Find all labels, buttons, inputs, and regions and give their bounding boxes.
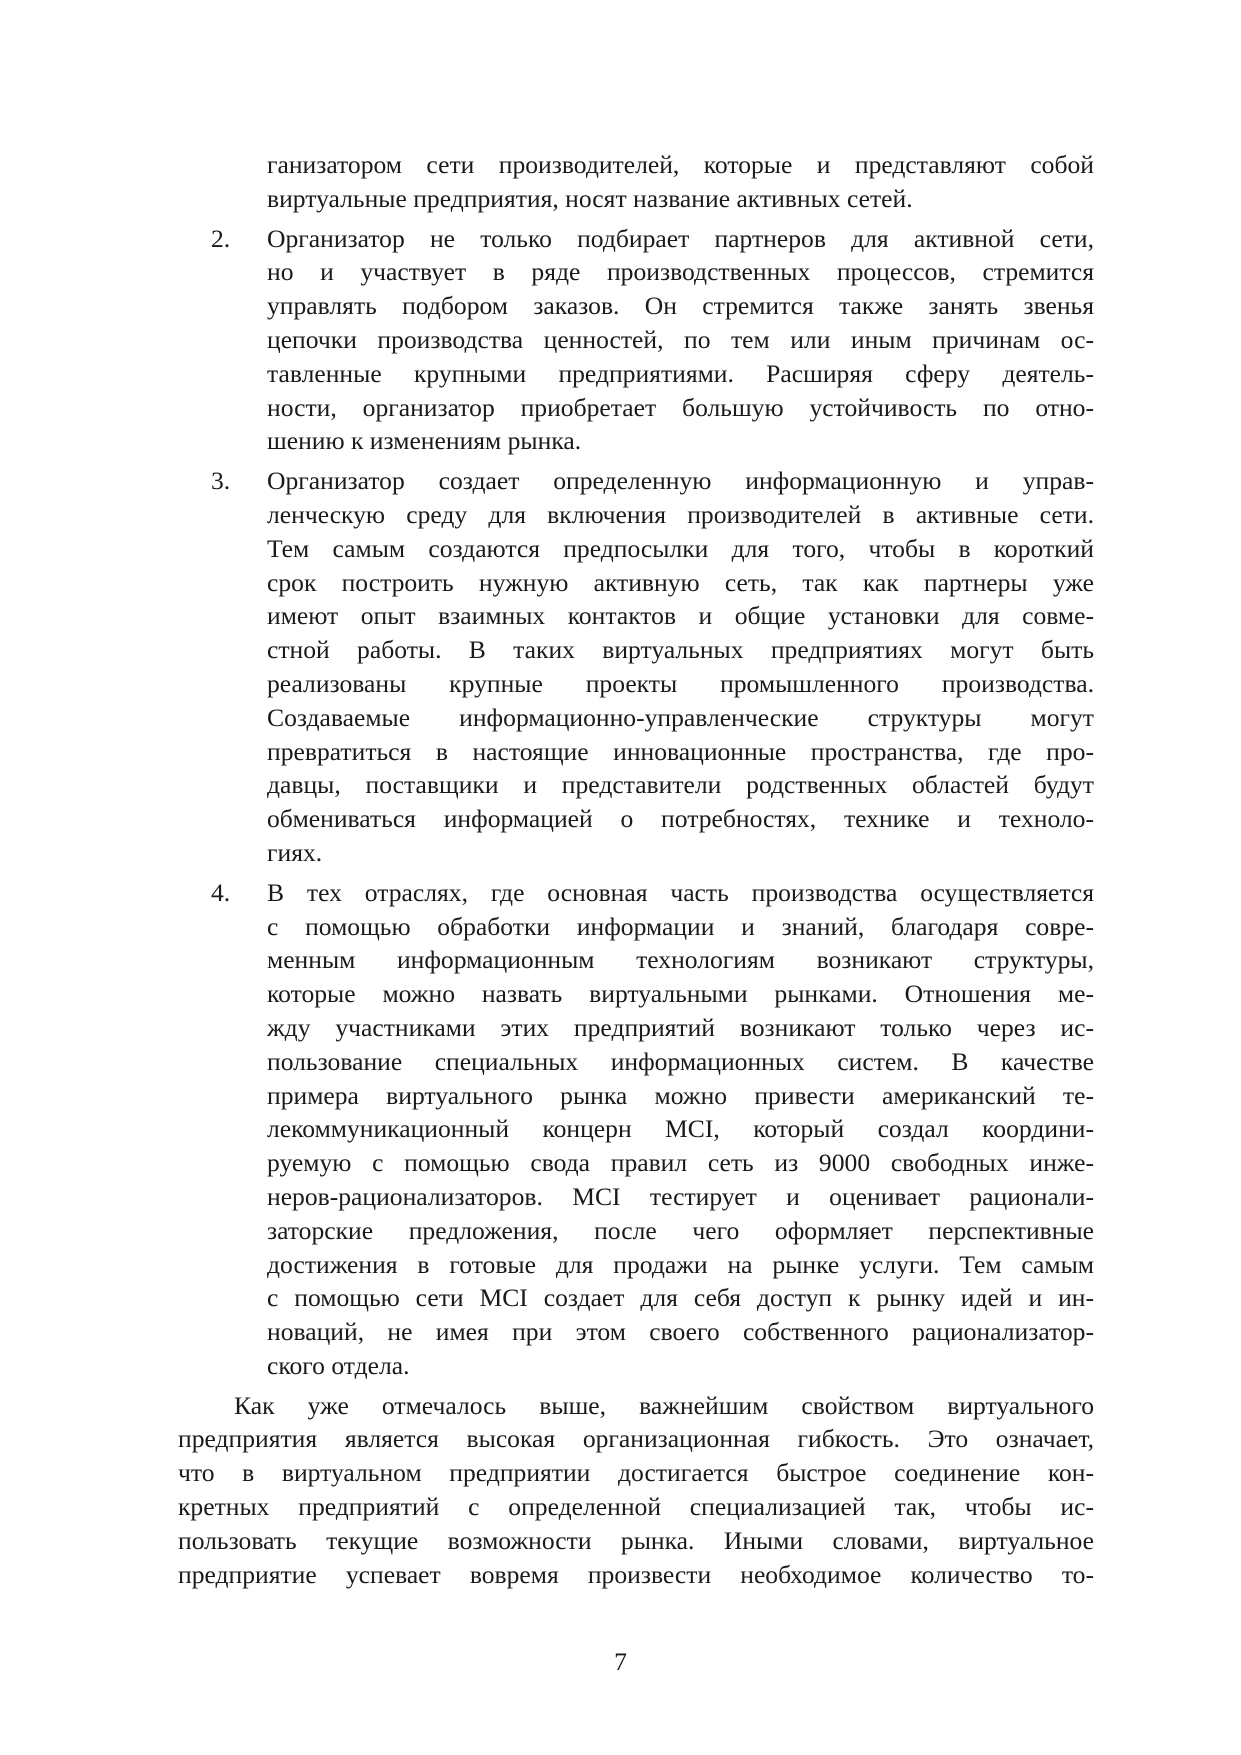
text-line: жду участниками этих предприятий возникают только через ис-	[267, 1012, 1094, 1042]
continuation-paragraph	[267, 148, 1094, 216]
text-line: обмениваться информацией о потребностях, технике и техноло-	[267, 804, 1094, 834]
text-line: ности, организатор приобретает большую устойчивость по отно-	[267, 392, 1094, 422]
text-line: менным информационным технологиям возникают структуры,	[267, 945, 1094, 975]
text-line: неров-рационализаторов. MCI тестирует и оценивает рационали-	[267, 1181, 1094, 1211]
text-line: пользовать текущие возможности рынка. Иными словами, виртуальное	[178, 1525, 1094, 1555]
text-line: с помощью обработки информации и знаний, благодаря совре-	[267, 911, 1094, 941]
text-line: с помощью сети MCI создает для себя доступ к рынку идей и ин-	[267, 1283, 1094, 1313]
text-line: ского отдела.	[267, 1350, 410, 1380]
text-line: ленческую среду для включения производителей в активные сети.	[267, 499, 1094, 529]
list-item-2	[211, 222, 1094, 459]
text-line: которые можно назвать виртуальными рынками. Отношения ме-	[267, 979, 1094, 1009]
text-line: имеют опыт взаимных контактов и общие установки для совме-	[267, 601, 1094, 631]
text-line: предприятия является высокая организационная гибкость. Это означает,	[178, 1424, 1094, 1454]
text-line: руемую с помощью свода правил сеть из 9000 свободных инже-	[267, 1148, 1094, 1178]
list-number: 3.	[211, 466, 231, 496]
text-line: достижения в готовые для продажи на рынке услуги. Тем самым	[267, 1249, 1094, 1279]
closing-paragraph	[178, 1389, 1094, 1592]
text-line: давцы, поставщики и представители родственных областей будут	[267, 770, 1094, 800]
text-line: ганизатором сети производителей, которые и представляют собой	[267, 150, 1094, 179]
text-line: Тем самым создаются предпосылки для того, чтобы в короткий	[267, 533, 1094, 563]
text-line: управлять подбором заказов. Он стремится также занять звенья	[267, 291, 1094, 321]
text-line: но и участвует в ряде производственных процессов, стремится	[267, 257, 1094, 287]
text-line: что в виртуальном предприятии достигается быстрое соединение кон-	[178, 1458, 1094, 1488]
text-line: заторские предложения, после чего оформляет перспективные	[267, 1215, 1094, 1245]
text-line: гиях.	[267, 837, 323, 867]
text-line: Как уже отмечалось выше, важнейшим свойством виртуального	[234, 1390, 1094, 1420]
text-line: Организатор создает определенную информационную и управ-	[267, 466, 1094, 496]
text-line: цепочки производства ценностей, по тем или иным причинам ос-	[267, 324, 1094, 354]
text-line: превратиться в настоящие инновационные пространства, где про-	[267, 736, 1094, 766]
text-line: лекоммуникационный концерн MCI, который создал координи-	[267, 1114, 1094, 1144]
page-body	[178, 148, 1094, 1591]
text-line: виртуальные предприятия, носят название активных сетей.	[267, 183, 913, 213]
text-line: новаций, не имея при этом своего собственного рационализатор-	[267, 1317, 1094, 1347]
text-line: срок построить нужную активную сеть, так как партнеры уже	[267, 567, 1094, 597]
text-line: Организатор не только подбирает партнеров для активной сети,	[267, 223, 1094, 253]
text-line: предприятие успевает вовремя произвести необходимое количество то-	[178, 1559, 1094, 1589]
list-number: 2.	[211, 223, 231, 253]
list-item-3	[211, 464, 1094, 870]
text-line: примера виртуального рынка можно привести американский те-	[267, 1080, 1094, 1110]
text-line: пользование специальных информационных систем. В качестве	[267, 1046, 1094, 1076]
text-line: В тех отраслях, где основная часть производства осуществляется	[267, 877, 1094, 907]
text-line: шению к изменениям рынка.	[267, 426, 582, 456]
text-line: кретных предприятий с определенной специализацией так, чтобы ис-	[178, 1492, 1094, 1522]
text-line: стной работы. В таких виртуальных предприятиях могут быть	[267, 635, 1094, 665]
text-line: Создаваемые информационно-управленческие структуры могут	[267, 702, 1094, 732]
list-item-4	[211, 876, 1094, 1383]
text-line: тавленные крупными предприятиями. Расширяя сферу деятель-	[267, 358, 1094, 388]
page-number: 7	[614, 1647, 627, 1676]
list-number: 4.	[211, 877, 231, 907]
text-line: реализованы крупные проекты промышленного производства.	[267, 668, 1094, 698]
